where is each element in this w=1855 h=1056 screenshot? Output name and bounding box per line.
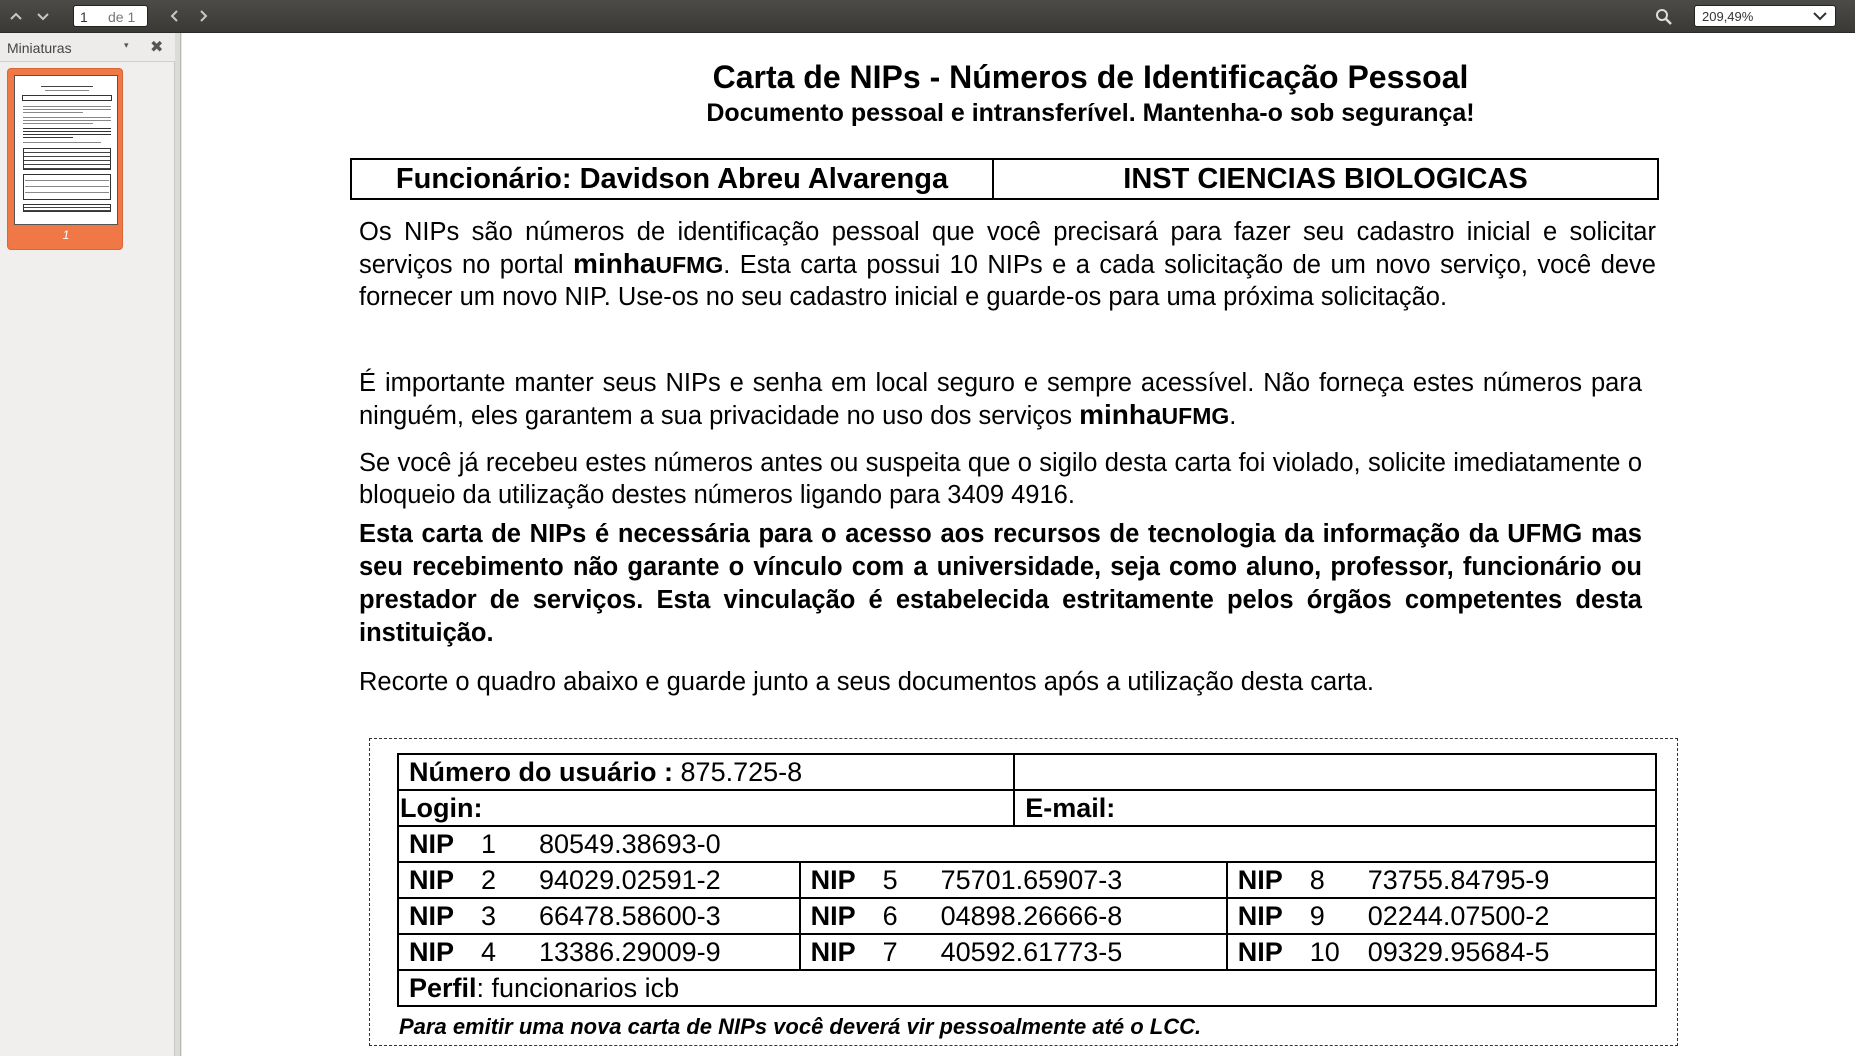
document-subtitle: Documento pessoal e intransferível. Mantenha-o sob segurança! <box>706 99 1475 127</box>
paragraph-intro: Os NIPs são números de identificação pessoal que você precisará para fazer seu cadastro inicial e solicitar serviços no portal minhaUFMG. Esta carta possui 10 NIPs e a cada solicitação de um novo serviço, você deve fornecer um novo NIP. Use-os no seu cadastro inicial e guarde-os para uma próxima solicitação. <box>359 218 1656 311</box>
nip-1: NIP 1 80549.38693-0 <box>398 826 1656 862</box>
sidebar-header <box>0 33 175 62</box>
paragraph-block-request: Se você já recebeu estes números antes ou suspeita que o sigilo desta carta foi violado, solicite imediatamente o bloqueio da utilização destes números ligando para 3409 4916. <box>359 449 1642 509</box>
paragraph-notice: Esta carta de NIPs é necessária para o acesso aos recursos de tecnologia da informação da UFMG mas seu recebimento não garante o vínculo com a universidade, seja como aluno, professor, funcionário ou prestador de serviços. Esta vinculação é estabelecida estritamente pelos órgãos competentes desta instituição. <box>359 520 1642 647</box>
nip-8: NIP 8 73755.84795-9 <box>1227 862 1656 898</box>
paragraph-cut-instruction: Recorte o quadro abaixo e guarde junto a seus documentos após a utilização desta carta. <box>359 668 1374 696</box>
zoom-select[interactable] <box>1694 5 1836 27</box>
document-page <box>182 33 1855 1056</box>
page-current[interactable]: 1 <box>80 9 88 25</box>
nip-3: NIP 3 66478.58600-3 <box>398 898 800 934</box>
chevron-down-icon[interactable] <box>31 5 55 27</box>
nip-10: NIP 10 09329.95684-5 <box>1227 934 1656 970</box>
blank-cell <box>1014 754 1656 790</box>
sidebar-splitter[interactable] <box>175 33 181 1056</box>
page-total: de 1 <box>108 9 136 25</box>
zoom-value: 209,49% <box>1702 9 1754 24</box>
nip-table <box>397 753 1657 1007</box>
page-number-field[interactable] <box>73 5 148 27</box>
dropdown-arrow-icon[interactable]: ▾ <box>124 41 129 51</box>
nip-9: NIP 9 02244.07500-2 <box>1227 898 1656 934</box>
chevron-up-icon[interactable] <box>4 5 28 27</box>
document-title: Carta de NIPs - Números de Identificação Pessoal <box>712 59 1469 95</box>
department-name: INST CIENCIAS BIOLOGICAS <box>1123 162 1528 195</box>
employee-header-box <box>350 158 1659 200</box>
nip-2: NIP 2 94029.02591-2 <box>398 862 800 898</box>
thumbnail-page-number: 1 <box>62 228 70 242</box>
next-page-icon[interactable] <box>191 5 215 27</box>
previous-page-icon[interactable] <box>163 5 187 27</box>
nip-5: NIP 5 75701.65907-3 <box>800 862 1227 898</box>
toolbar <box>0 0 1855 33</box>
paragraph-security: É importante manter seus NIPs e senha em local seguro e sempre acessível. Não forneça estes números para ninguém, eles garantem a sua privacidade no uso dos serviços minhaUFMG. <box>359 369 1642 430</box>
thumbnail-preview <box>14 75 118 225</box>
user-number: 875.725-8 <box>680 756 803 787</box>
user-number-cell: Número do usuário : 875.725-8 <box>398 754 1014 790</box>
login-cell: Login: <box>398 790 1014 826</box>
profile-cell: Perfil: funcionarios icb <box>398 970 1656 1006</box>
sidebar-title[interactable]: Miniaturas <box>7 40 72 56</box>
reissue-note: Para emitir uma nova carta de NIPs você deverá vir pessoalmente até o LCC. <box>399 1014 1202 1039</box>
profile-value: : funcionarios icb <box>476 972 680 1003</box>
brand-minhaufmg: minhaUFMG <box>573 248 724 279</box>
brand-minhaufmg: minhaUFMG <box>1079 399 1230 430</box>
nip-4: NIP 4 13386.29009-9 <box>398 934 800 970</box>
chevron-down-icon[interactable] <box>1811 6 1829 30</box>
page-thumbnail[interactable] <box>7 68 123 250</box>
nip-7: NIP 7 40592.61773-5 <box>800 934 1227 970</box>
sidebar <box>0 33 175 1056</box>
search-icon[interactable] <box>1652 5 1676 27</box>
email-cell: E-mail: <box>1014 790 1656 826</box>
close-icon[interactable]: ✖ <box>150 37 164 56</box>
nip-6: NIP 6 04898.26666-8 <box>800 898 1227 934</box>
employee-name: Funcionário: Davidson Abreu Alvarenga <box>352 160 994 198</box>
